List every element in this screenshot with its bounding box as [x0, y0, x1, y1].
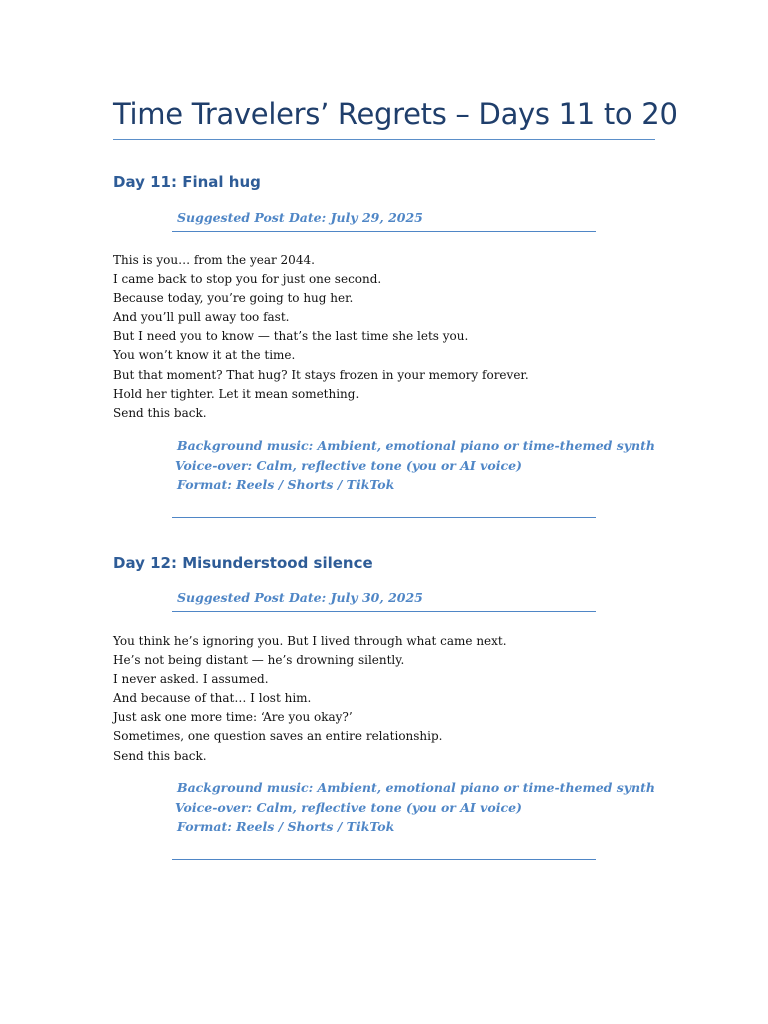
- suggested-post-date: Suggested Post Date: July 29, 2025: [177, 210, 423, 225]
- script-body: [113, 251, 529, 423]
- voice-over-note: Voice-over: Calm, reflective tone (you or AI voice): [175, 457, 522, 473]
- post-date-divider: [172, 231, 596, 232]
- background-music-note: Background music: Ambient, emotional piano or time-themed synth: [177, 780, 656, 795]
- script-line: This is you… from the year 2044.: [113, 253, 315, 267]
- format-note: Format: Reels / Shorts / TikTok: [177, 819, 395, 834]
- script-line: Send this back.: [113, 405, 207, 420]
- background-music-note: Background music: Ambient, emotional piano or time-themed synth: [177, 438, 656, 453]
- script-line: He’s not being distant — he’s drowning silently.: [113, 653, 405, 668]
- script-line: I never asked. I assumed.: [113, 672, 269, 687]
- section-end-divider: [172, 517, 596, 518]
- script-line: You think he’s ignoring you. But I lived through what came next.: [113, 634, 507, 648]
- script-line: But that moment? That hug? It stays frozen in your memory forever.: [113, 367, 529, 382]
- format-note: Format: Reels / Shorts / TikTok: [177, 477, 395, 492]
- script-body: [113, 632, 507, 766]
- day-heading: Day 12: Misunderstood silence: [113, 554, 373, 572]
- script-line: Because today, you’re going to hug her.: [113, 291, 354, 306]
- title-divider: [113, 139, 655, 140]
- script-line: Sometimes, one question saves an entire relationship.: [113, 729, 443, 744]
- script-line: Just ask one more time: ‘Are you okay?’: [113, 710, 353, 725]
- script-line: Hold her tighter. Let it mean something.: [113, 386, 360, 401]
- suggested-post-date: Suggested Post Date: July 30, 2025: [177, 590, 423, 605]
- section-end-divider: [172, 859, 596, 860]
- script-line: And because of that… I lost him.: [113, 691, 312, 706]
- script-line: You won’t know it at the time.: [113, 348, 296, 363]
- production-notes: [172, 778, 655, 837]
- script-line: But I need you to know — that’s the last time she lets you.: [113, 329, 469, 344]
- document-title: Time Travelers’ Regrets – Days 11 to 20: [113, 97, 678, 131]
- script-line: Send this back.: [113, 748, 207, 763]
- post-date-divider: [172, 611, 596, 612]
- day-heading: Day 11: Final hug: [113, 173, 261, 191]
- production-notes: [172, 436, 655, 495]
- script-line: And you’ll pull away too fast.: [113, 310, 290, 325]
- voice-over-note: Voice-over: Calm, reflective tone (you or AI voice): [175, 799, 522, 815]
- script-line: I came back to stop you for just one second.: [113, 272, 382, 287]
